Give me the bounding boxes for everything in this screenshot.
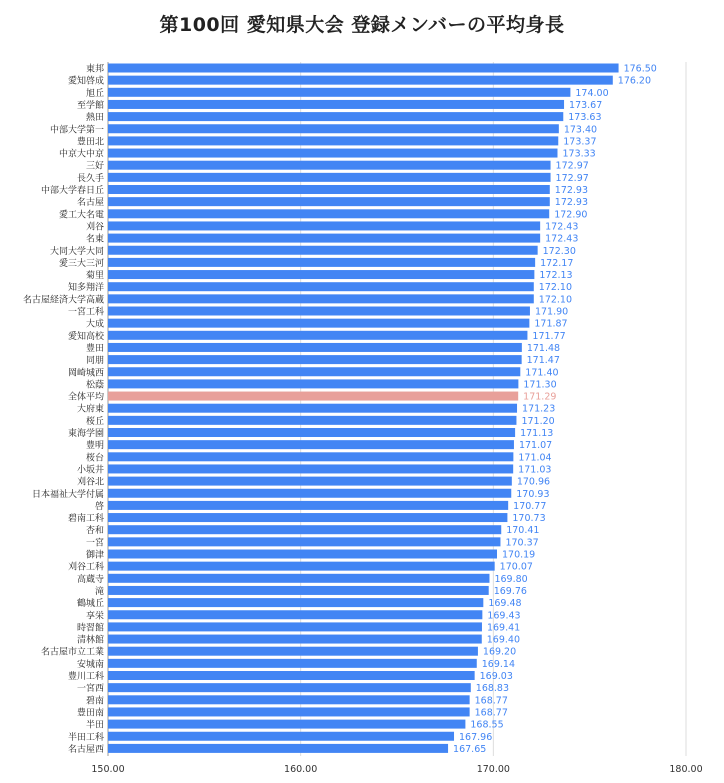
category-label: 刈谷北 <box>76 477 104 488</box>
bar <box>108 720 465 729</box>
category-label: 愛知啓成 <box>67 76 104 87</box>
data-label: 170.41 <box>506 525 540 537</box>
category-label: 半田工科 <box>67 732 104 743</box>
category-label: 時習館 <box>76 623 104 634</box>
data-label: 173.67 <box>569 99 603 111</box>
category-label: 全体平均 <box>67 392 104 403</box>
bar <box>108 452 513 461</box>
bar <box>108 489 511 498</box>
category-label: 桜台 <box>85 453 104 464</box>
data-label: 172.10 <box>538 294 573 306</box>
bar <box>108 173 551 182</box>
bar <box>108 695 470 704</box>
category-label: 名東 <box>85 234 104 245</box>
x-tick-label: 160.00 <box>284 764 318 775</box>
category-label: 半田 <box>85 720 104 731</box>
bar <box>108 197 550 206</box>
bar <box>108 562 495 571</box>
data-label: 171.30 <box>523 379 557 391</box>
category-label: 岡崎城西 <box>67 368 104 379</box>
category-label: 一宮 <box>85 538 104 549</box>
category-label: 滝 <box>94 586 104 597</box>
bar <box>108 574 489 583</box>
data-label: 168.83 <box>475 683 510 695</box>
bar <box>108 404 517 413</box>
bar <box>108 501 508 510</box>
bar <box>108 282 534 291</box>
data-label: 173.33 <box>562 148 596 160</box>
category-label: 菊里 <box>85 271 104 282</box>
data-label: 171.03 <box>518 464 552 476</box>
bar <box>108 586 489 595</box>
category-label: 同朋 <box>85 356 104 367</box>
bar <box>108 732 454 741</box>
category-label: 啓 <box>94 501 104 512</box>
data-label: 170.96 <box>516 476 551 488</box>
category-label: 一宮工科 <box>67 307 104 318</box>
category-label: 愛工大名電 <box>58 210 104 221</box>
bar <box>108 440 514 449</box>
category-label: 至学館 <box>76 100 104 111</box>
bar <box>108 307 530 316</box>
bar <box>108 100 564 109</box>
bar <box>108 513 507 522</box>
data-label: 176.50 <box>623 63 657 75</box>
bar <box>108 258 535 267</box>
data-label: 171.87 <box>534 318 568 330</box>
category-label: 中京大中京 <box>58 149 104 160</box>
category-label: 中部大学春日丘 <box>40 186 104 196</box>
bar <box>108 234 540 243</box>
data-label: 172.93 <box>554 185 589 196</box>
category-label: 安城南 <box>76 659 104 670</box>
data-label: 173.40 <box>563 124 598 136</box>
bar <box>108 149 557 158</box>
category-label: 日本福祉大学付属 <box>31 489 104 500</box>
category-label: 中部大学第一 <box>49 125 104 136</box>
data-label: 169.03 <box>479 671 513 682</box>
bar <box>108 671 475 680</box>
data-label: 170.19 <box>501 549 536 561</box>
category-label: 享栄 <box>85 611 104 622</box>
bar <box>108 707 470 716</box>
category-label: 大同大学大同 <box>49 246 104 257</box>
category-label: 鶴城丘 <box>76 599 104 610</box>
category-label: 豊明 <box>85 441 104 452</box>
data-label: 172.13 <box>539 270 573 282</box>
bar <box>108 294 534 303</box>
data-label: 171.90 <box>534 306 569 318</box>
chart-title: 第100回 愛知県大会 登録メンバーの平均身長 <box>159 14 565 36</box>
bar <box>108 416 516 425</box>
category-label: 東邦 <box>85 64 104 75</box>
data-label: 169.20 <box>482 646 517 658</box>
data-label: 167.96 <box>459 731 493 743</box>
category-label: 碧南 <box>85 696 104 707</box>
category-label: 碧南工科 <box>67 514 104 525</box>
category-label: 名古屋経済大学高蔵 <box>22 295 104 306</box>
category-label: 熱田 <box>85 113 104 124</box>
data-label: 169.80 <box>494 573 528 585</box>
category-label: 杏和 <box>85 526 104 537</box>
category-label: 豊田南 <box>76 708 104 719</box>
data-label: 169.41 <box>486 622 521 634</box>
data-label: 168.77 <box>474 695 508 707</box>
category-label: 三好 <box>85 161 104 172</box>
x-tick-label: 150.00 <box>91 764 125 775</box>
data-label: 170.93 <box>516 488 550 500</box>
data-label: 174.00 <box>575 87 609 99</box>
bar <box>108 319 529 328</box>
data-label: 172.93 <box>554 197 589 209</box>
data-label: 171.77 <box>532 330 566 342</box>
category-label: 松蔭 <box>85 380 104 391</box>
bar <box>108 88 570 97</box>
category-label: 豊田 <box>85 343 104 354</box>
bar <box>108 622 482 631</box>
data-label: 168.77 <box>474 707 508 719</box>
data-label: 173.37 <box>563 136 597 148</box>
data-label: 172.97 <box>555 172 589 184</box>
category-label: 名古屋西 <box>67 744 104 755</box>
data-label: 169.40 <box>486 634 521 646</box>
data-label: 167.65 <box>453 743 487 755</box>
category-label: 長久手 <box>76 173 104 184</box>
data-label: 170.73 <box>512 513 546 525</box>
category-label: 愛知高校 <box>67 331 104 342</box>
data-label: 169.76 <box>493 585 527 597</box>
category-label: 愛三大三河 <box>58 258 104 269</box>
bar <box>108 367 520 376</box>
bar <box>108 355 522 364</box>
bar <box>108 379 518 388</box>
bar <box>108 477 512 486</box>
data-label: 168.55 <box>470 719 504 731</box>
data-label: 171.04 <box>518 452 552 464</box>
bar <box>108 161 551 170</box>
category-label: 御津 <box>85 550 104 561</box>
bar <box>108 124 559 133</box>
bar <box>108 185 550 194</box>
category-label: 名古屋市立工業 <box>40 647 104 658</box>
x-axis-ticks <box>91 764 702 775</box>
bar <box>108 270 534 279</box>
data-label: 172.90 <box>554 209 588 221</box>
data-label: 170.07 <box>499 561 533 573</box>
data-label: 171.29 <box>523 391 557 403</box>
data-label: 172.10 <box>538 282 573 294</box>
bar <box>108 659 477 668</box>
category-label: 刈谷 <box>85 222 104 233</box>
x-tick-label: 170.00 <box>476 764 510 775</box>
x-tick-label: 180.00 <box>669 764 703 775</box>
bar <box>108 331 527 340</box>
data-label: 172.30 <box>542 245 576 257</box>
bar <box>108 744 448 753</box>
data-label: 170.37 <box>505 537 539 549</box>
bar-average <box>108 392 518 401</box>
bar <box>108 246 538 255</box>
bar <box>108 525 501 534</box>
category-label: 刈谷工科 <box>67 562 104 573</box>
data-label: 173.63 <box>568 112 602 124</box>
bar <box>108 64 619 73</box>
data-label: 169.43 <box>487 610 521 622</box>
data-label: 171.48 <box>526 342 561 354</box>
data-label: 172.17 <box>540 257 574 269</box>
data-label: 176.20 <box>617 75 652 87</box>
data-label: 171.13 <box>520 428 554 439</box>
bar <box>108 343 522 352</box>
data-label: 171.20 <box>521 415 555 427</box>
category-label: 名古屋 <box>76 198 104 209</box>
bar <box>108 610 482 619</box>
bar <box>108 464 513 473</box>
category-label: 豊田北 <box>76 137 104 148</box>
category-label: 大成 <box>85 319 104 330</box>
data-label: 172.97 <box>555 160 589 172</box>
category-label: 桜丘 <box>85 416 104 427</box>
data-label: 171.40 <box>525 367 559 379</box>
data-label: 171.07 <box>518 440 553 452</box>
data-label: 169.48 <box>488 598 522 610</box>
bar <box>108 683 471 692</box>
bar <box>108 598 483 607</box>
category-label: 一宮西 <box>76 684 104 695</box>
data-label: 169.14 <box>481 658 516 670</box>
bar <box>108 647 478 656</box>
bar <box>108 209 549 218</box>
bar <box>108 76 613 85</box>
bar <box>108 635 482 644</box>
bar <box>108 112 563 121</box>
data-label: 170.77 <box>513 500 547 512</box>
data-label: 171.23 <box>522 403 556 415</box>
bar <box>108 550 497 559</box>
data-label: 172.43 <box>545 221 579 233</box>
data-label: 172.43 <box>545 233 579 245</box>
category-label: 旭丘 <box>85 88 104 99</box>
data-label: 171.47 <box>526 355 560 367</box>
category-label: 知多翔洋 <box>67 283 104 294</box>
bar <box>108 221 540 230</box>
bar <box>108 136 558 145</box>
category-label: 豊川工科 <box>67 672 104 682</box>
category-label: 東海学園 <box>67 429 104 439</box>
bar <box>108 428 515 437</box>
category-label: 高蔵寺 <box>76 574 104 585</box>
category-label: 小坂井 <box>76 465 104 476</box>
category-label: 大府東 <box>76 404 104 415</box>
category-label: 清林館 <box>76 635 104 646</box>
bar <box>108 537 500 546</box>
